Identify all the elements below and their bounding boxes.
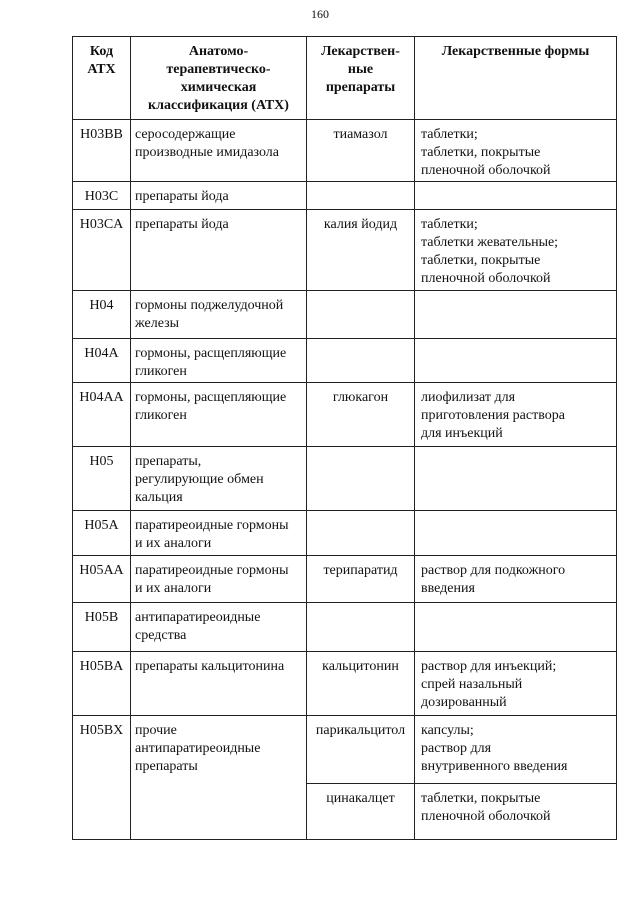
cell-code: H03CA [73,210,131,291]
header-forms: Лекарственные формы [415,37,617,120]
table-row [73,210,617,291]
cell-drug: калия йодид [307,210,415,291]
cell-classification: препараты кальцитонина [131,652,307,716]
header-classification: Анатомо- терапевтическо- химическая классификация (АТХ) [131,37,307,120]
cell-code: H05 [73,447,131,511]
cell-classification: гормоны поджелудочной железы [131,291,307,339]
cell-form: лиофилизат для приготовления раствора для инъекций [415,383,617,447]
cell-form: раствор для инъекций; спрей назальный дозированный [415,652,617,716]
cell-drug: тиамазол [307,120,415,182]
cell-form [415,339,617,383]
cell-form [415,447,617,511]
cell-code: H05A [73,511,131,556]
page-number: 160 [311,7,329,21]
cell-code: H05B [73,603,131,652]
cell-classification: серосодержащие производные имидазола [131,120,307,182]
cell-classification: антипаратиреоидные средства [131,603,307,652]
cell-drug [307,603,415,652]
table-header-row [73,37,617,120]
cell-code: H03BB [73,120,131,182]
table-row [73,716,617,784]
cell-drug: парикальцитол [307,716,415,784]
cell-classification: препараты йода [131,210,307,291]
cell-drug [307,182,415,210]
cell-form [415,291,617,339]
cell-classification: паратиреоидные гормоны и их аналоги [131,511,307,556]
table-row [73,511,617,556]
cell-code: H05BA [73,652,131,716]
table-row [73,120,617,182]
cell-form: раствор для подкожного введения [415,556,617,603]
table-row [73,383,617,447]
cell-code: H04A [73,339,131,383]
cell-form: капсулы; раствор для внутривенного введения [415,716,617,784]
cell-drug [307,291,415,339]
cell-form [415,182,617,210]
cell-drug: кальцитонин [307,652,415,716]
cell-code: H03C [73,182,131,210]
cell-form: таблетки, покрытые пленочной оболочкой [415,784,617,840]
header-drugs: Лекарствен- ные препараты [307,37,415,120]
cell-classification: прочие антипаратиреоидные препараты [131,716,307,840]
cell-classification: гормоны, расщепляющие гликоген [131,339,307,383]
cell-code: H05AA [73,556,131,603]
table-row [73,652,617,716]
cell-drug [307,447,415,511]
cell-classification: гормоны, расщепляющие гликоген [131,383,307,447]
cell-form: таблетки; таблетки, покрытые пленочной оболочкой [415,120,617,182]
cell-form: таблетки; таблетки жевательные; таблетки, покрытые пленочной оболочкой [415,210,617,291]
table-row [73,291,617,339]
table-row [73,182,617,210]
cell-code: H05BX [73,716,131,840]
table-row [73,447,617,511]
cell-form [415,511,617,556]
cell-drug: цинакалцет [307,784,415,840]
atx-table [72,36,617,840]
cell-drug: терипаратид [307,556,415,603]
cell-classification: препараты йода [131,182,307,210]
header-code: Код АТХ [73,37,131,120]
cell-code: H04 [73,291,131,339]
cell-classification: препараты, регулирующие обмен кальция [131,447,307,511]
cell-classification: паратиреоидные гормоны и их аналоги [131,556,307,603]
cell-code: H04AA [73,383,131,447]
table-row [73,339,617,383]
cell-drug: глюкагон [307,383,415,447]
table-row [73,556,617,603]
cell-form [415,603,617,652]
cell-drug [307,511,415,556]
cell-drug [307,339,415,383]
table-row [73,603,617,652]
